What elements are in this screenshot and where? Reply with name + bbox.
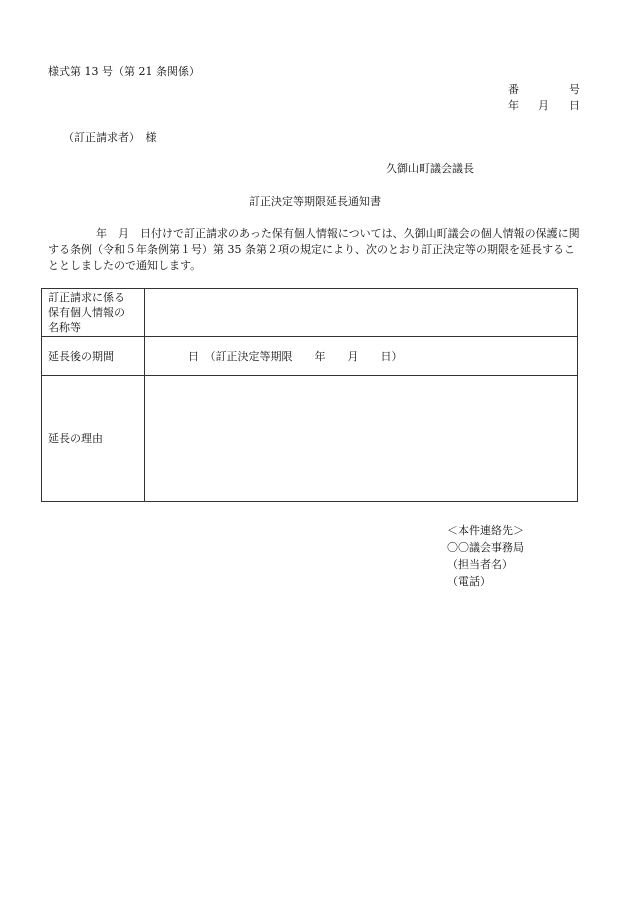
form-number: 様式第 13 号（第 21 条関係） — [48, 65, 200, 78]
contact-block — [447, 522, 524, 590]
contact-heading: ＜本件連絡先＞ — [447, 524, 524, 537]
target-info-label-line: 保有個人情報の — [48, 306, 125, 319]
target-info-label — [42, 289, 145, 337]
extension-reason-value — [145, 376, 578, 502]
table-row-reason — [42, 376, 578, 502]
contact-office: 〇〇議会事務局 — [447, 541, 524, 554]
contact-phone: （電話） — [447, 575, 491, 588]
date-month: 月 — [538, 99, 549, 112]
target-info-label-line: 訂正請求に係る — [48, 291, 125, 304]
contact-person: （担当者名） — [447, 558, 513, 571]
body-paragraph: 年 月 日付けで訂正請求のあった保有個人情報については、久御山町議会の個人情報の保護に関する条例（令和５年条例第１号）第 35 条第２項の規定により、次のとおり訂正決定等の期限を延長することとしましたので通知します。 — [48, 227, 580, 272]
document-title: 訂正決定等期限延長通知書 — [249, 195, 381, 208]
sender: 久御山町議会議長 — [386, 162, 474, 175]
document-number-label: 番 — [508, 83, 519, 96]
extended-period-text: 日 （訂正決定等期限 年 月 日） — [188, 349, 403, 363]
target-info-label-line: 名称等 — [48, 321, 81, 334]
extension-reason-label: 延長の理由 — [42, 376, 145, 502]
detail-table — [41, 288, 578, 502]
extended-period-label: 延長後の期間 — [42, 337, 145, 376]
table-row-target — [42, 289, 578, 337]
extended-period-value — [145, 337, 578, 376]
date-year: 年 — [508, 99, 519, 112]
target-info-value — [145, 289, 578, 337]
table-row-period — [42, 337, 578, 376]
addressee: （訂正請求者） 様 — [63, 131, 157, 144]
date-day: 日 — [569, 99, 580, 112]
document-number-suffix: 号 — [569, 83, 580, 96]
